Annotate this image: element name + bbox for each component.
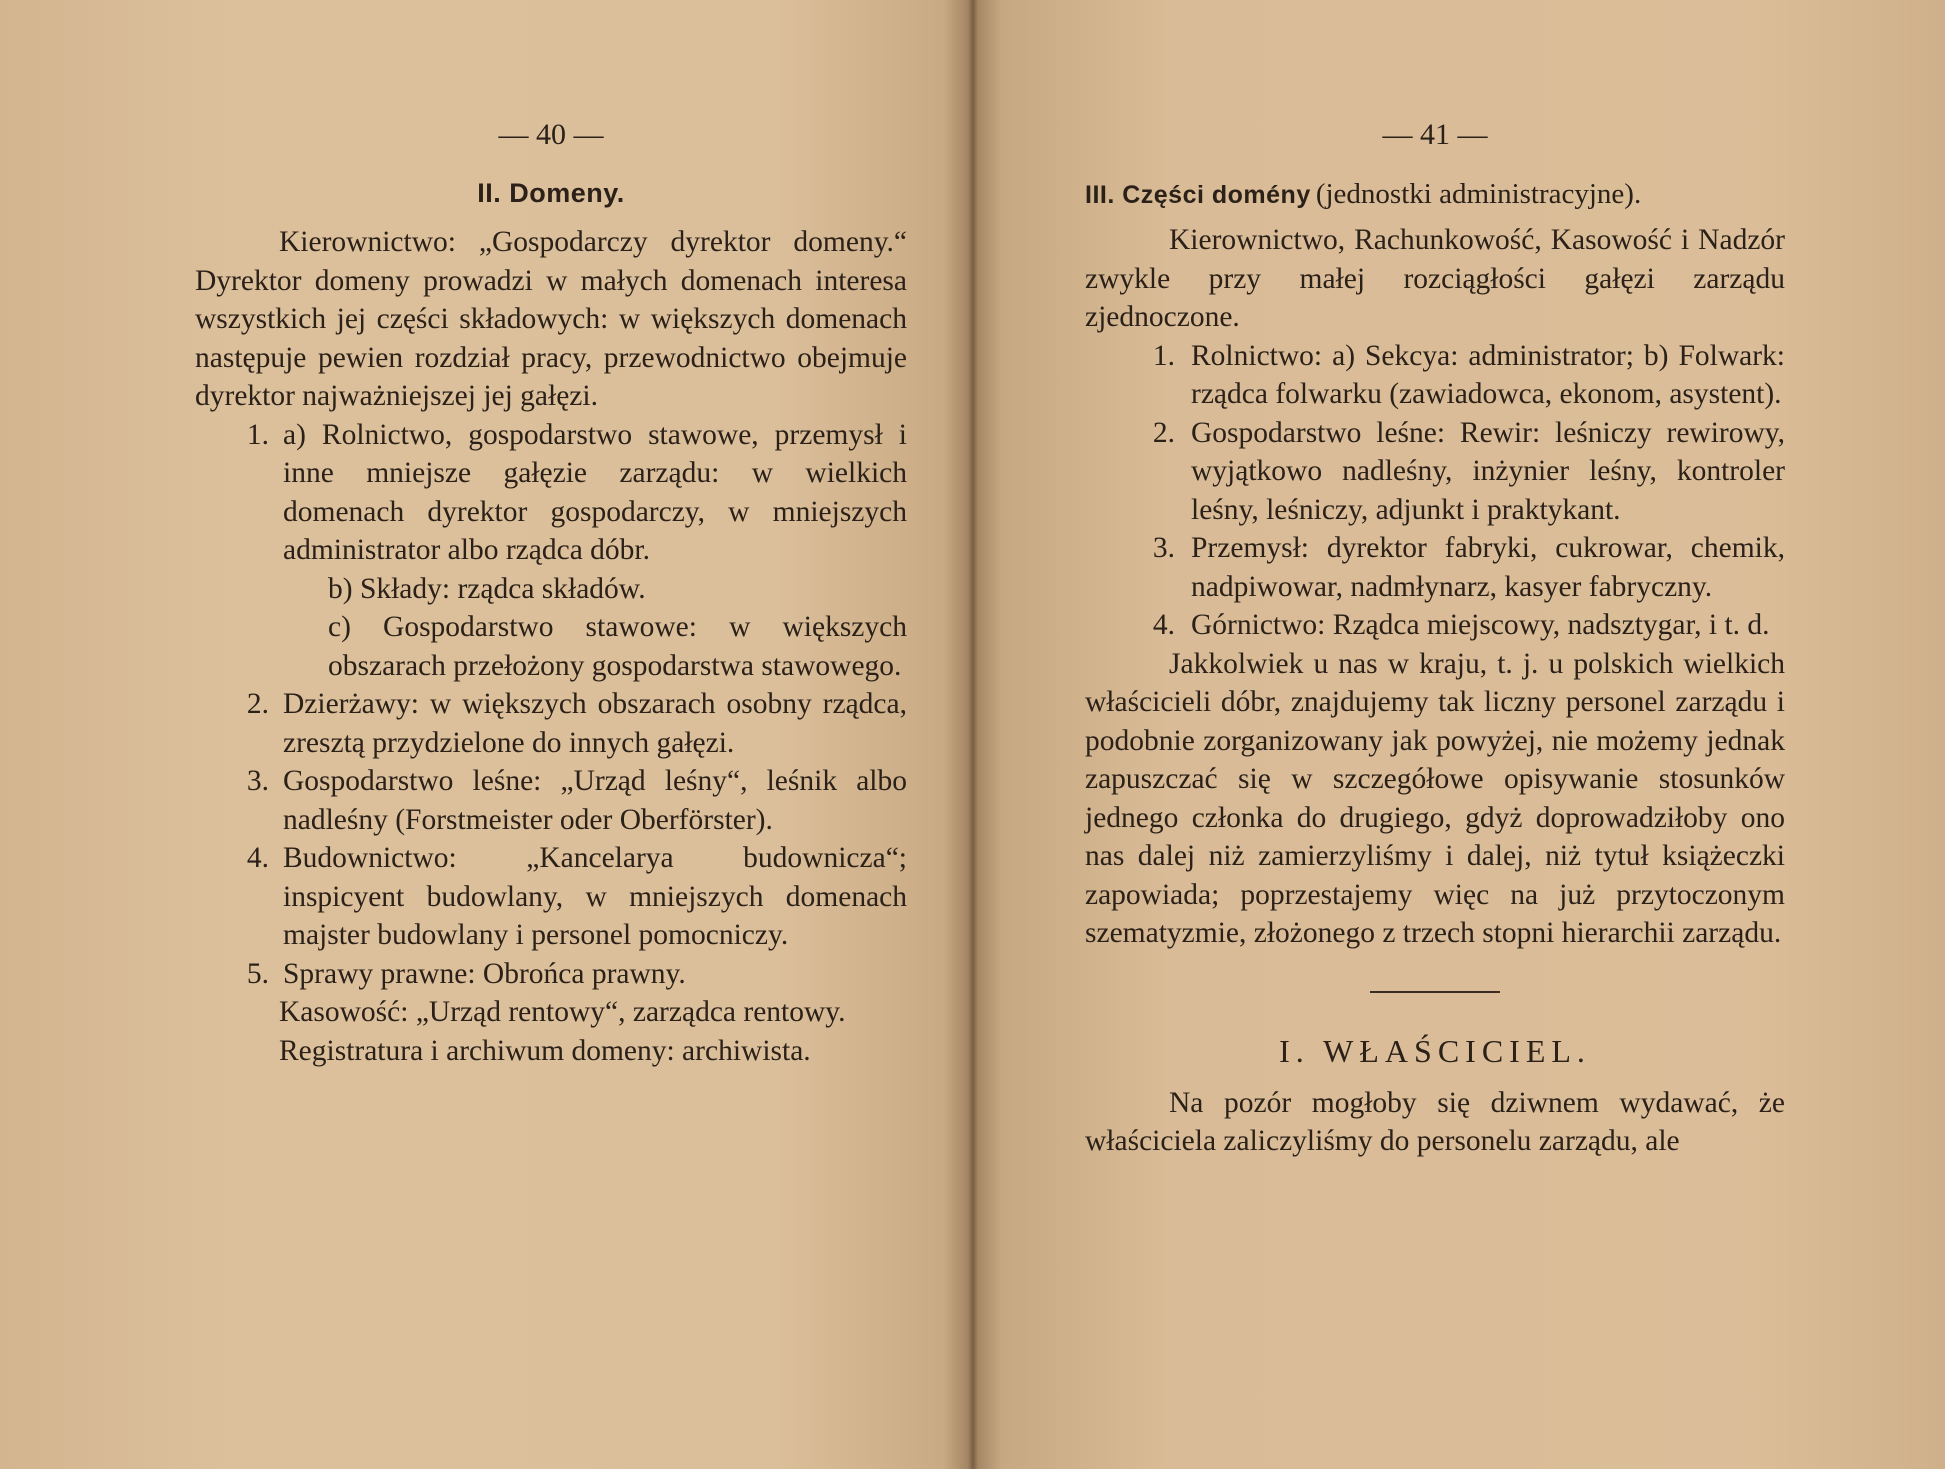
item-text: Gospodarstwo leśne: Rewir: leśniczy rewirowy, wyjątkowo nadleśny, inżynier leśny, kontroler leśny, leśniczy, adjunkt i praktykant. [1191, 416, 1785, 526]
item-text: Przemysł: dyrektor fabryki, cukrowar, chemik, nadpiwowar, nadmłynarz, kasyer fabryczny. [1191, 532, 1785, 603]
item-text: Gospodarstwo leśne: „Urząd leśny“, leśnik albo nadleśny (Forstmeister oder Oberförster). [283, 765, 907, 836]
item-text: Sprawy prawne: Obrońca prawny. [283, 957, 686, 990]
item-number: 4. [1152, 609, 1175, 641]
item-text: c) Gospodarstwo stawowe: w większych obszarach przełożony gospodarstwa stawowego. [328, 611, 907, 682]
list-item [195, 685, 907, 762]
item-text: b) Składy: rządca składów. [328, 572, 646, 605]
chapter-opening-paragraph: Na pozór mogłoby się dziwnem wydawać, że właściciela zaliczyliśmy do personelu zarządu, ale [1085, 1086, 1785, 1157]
registratura-paragraph: Registratura i archiwum domeny: archiwista. [279, 1034, 811, 1067]
page-number-left: — 40 — [498, 118, 604, 151]
book-spine [968, 0, 978, 1469]
list-item [195, 839, 907, 955]
item-text: Budownictwo: „Kancelarya budownicza“; inspicyent budowlany, w mniejszych domenach majster budowlany i personel pomocniczy. [283, 842, 907, 951]
left-list [195, 416, 907, 994]
right-page [1085, 0, 1785, 1469]
item-number: 1. [1152, 339, 1175, 372]
right-list [1085, 337, 1785, 645]
heading-bold: III. Części domény [1085, 181, 1311, 209]
intro-paragraph-right: Kierownictwo, Rachunkowość, Kasowość i Nadzór zwykle przy małej rozciągłości gałęzi zarządu zjednoczone. [1085, 224, 1785, 333]
closing-paragraph: Jakkolwiek u nas w kraju, t. j. u polskich wielkich właścicieli dóbr, znajdujemy tak liczny personel zarządu i podobnie zorganizowany jak powyżej, nie możemy jednak zapuszczać się w szczegółowe opisywanie stosunków jednego członka do drugiego, gdyż doprowadziłoby ono nas dalej niż zamierzyliśmy i dalej, niż tytuł książeczki zapowiada; poprzestajemy więc na już przytoczonym szematyzmie, złożonego z trzech stopni hierarchii zarządu. [1085, 647, 1785, 949]
item-number: 5. [246, 957, 269, 990]
item-text: Górnictwo: Rządca miejscowy, nadsztygar, i t. d. [1191, 609, 1770, 641]
list-item [195, 955, 907, 994]
page-number-right: — 41 — [1382, 118, 1488, 151]
list-item [1085, 529, 1785, 606]
item-text: Dzierżawy: w większych obszarach osobny rządca, zresztą przydzielone do innych gałęzi. [283, 688, 907, 759]
kasowosc-paragraph: Kasowość: „Urząd rentowy“, zarządca rentowy. [279, 996, 846, 1028]
item-number: 1. [246, 418, 269, 451]
left-page [195, 0, 907, 1469]
item-number: 2. [246, 688, 269, 720]
section-heading-czesci [1085, 178, 1785, 211]
item-number: 2. [1152, 416, 1175, 449]
item-text: Rolnictwo: a) Sekcya: administrator; b) Folwark: rządca folwarku (zawiadowca, ekonom, asystent). [1191, 339, 1785, 410]
list-item [195, 570, 907, 609]
item-number: 4. [246, 842, 269, 874]
list-item [1085, 606, 1785, 645]
list-item [1085, 414, 1785, 530]
intro-paragraph-left: Kierownictwo: „Gospodarczy dyrektor domeny.“ Dyrektor domeny prowadzi w małych domenach interesa wszystkich jej części składowych: w większych domenach następuje pewien rozdział pracy, przewodnictwo obejmuje dyrektor najważniejszej jej gałęzi. [195, 226, 907, 412]
chapter-title-wlasciciel: I. WŁAŚCICIEL. [1279, 1032, 1591, 1069]
list-item [1085, 337, 1785, 414]
list-item [195, 608, 907, 685]
section-divider [1370, 991, 1500, 993]
heading-rest: (jednostki administracyjne). [1315, 178, 1642, 210]
list-item [195, 762, 907, 839]
item-text: a) Rolnictwo, gospodarstwo stawowe, przemysł i inne mniejsze gałęzie zarządu: w wielkich domenach dyrektor gospodarczy, w mniejszych administrator albo rządca dóbr. [283, 418, 907, 566]
list-item [195, 416, 907, 570]
item-number: 3. [246, 765, 269, 797]
item-number [195, 570, 328, 609]
item-number: 3. [1152, 532, 1175, 564]
item-number [195, 608, 328, 685]
section-heading-domeny: II. Domeny. [477, 178, 625, 208]
